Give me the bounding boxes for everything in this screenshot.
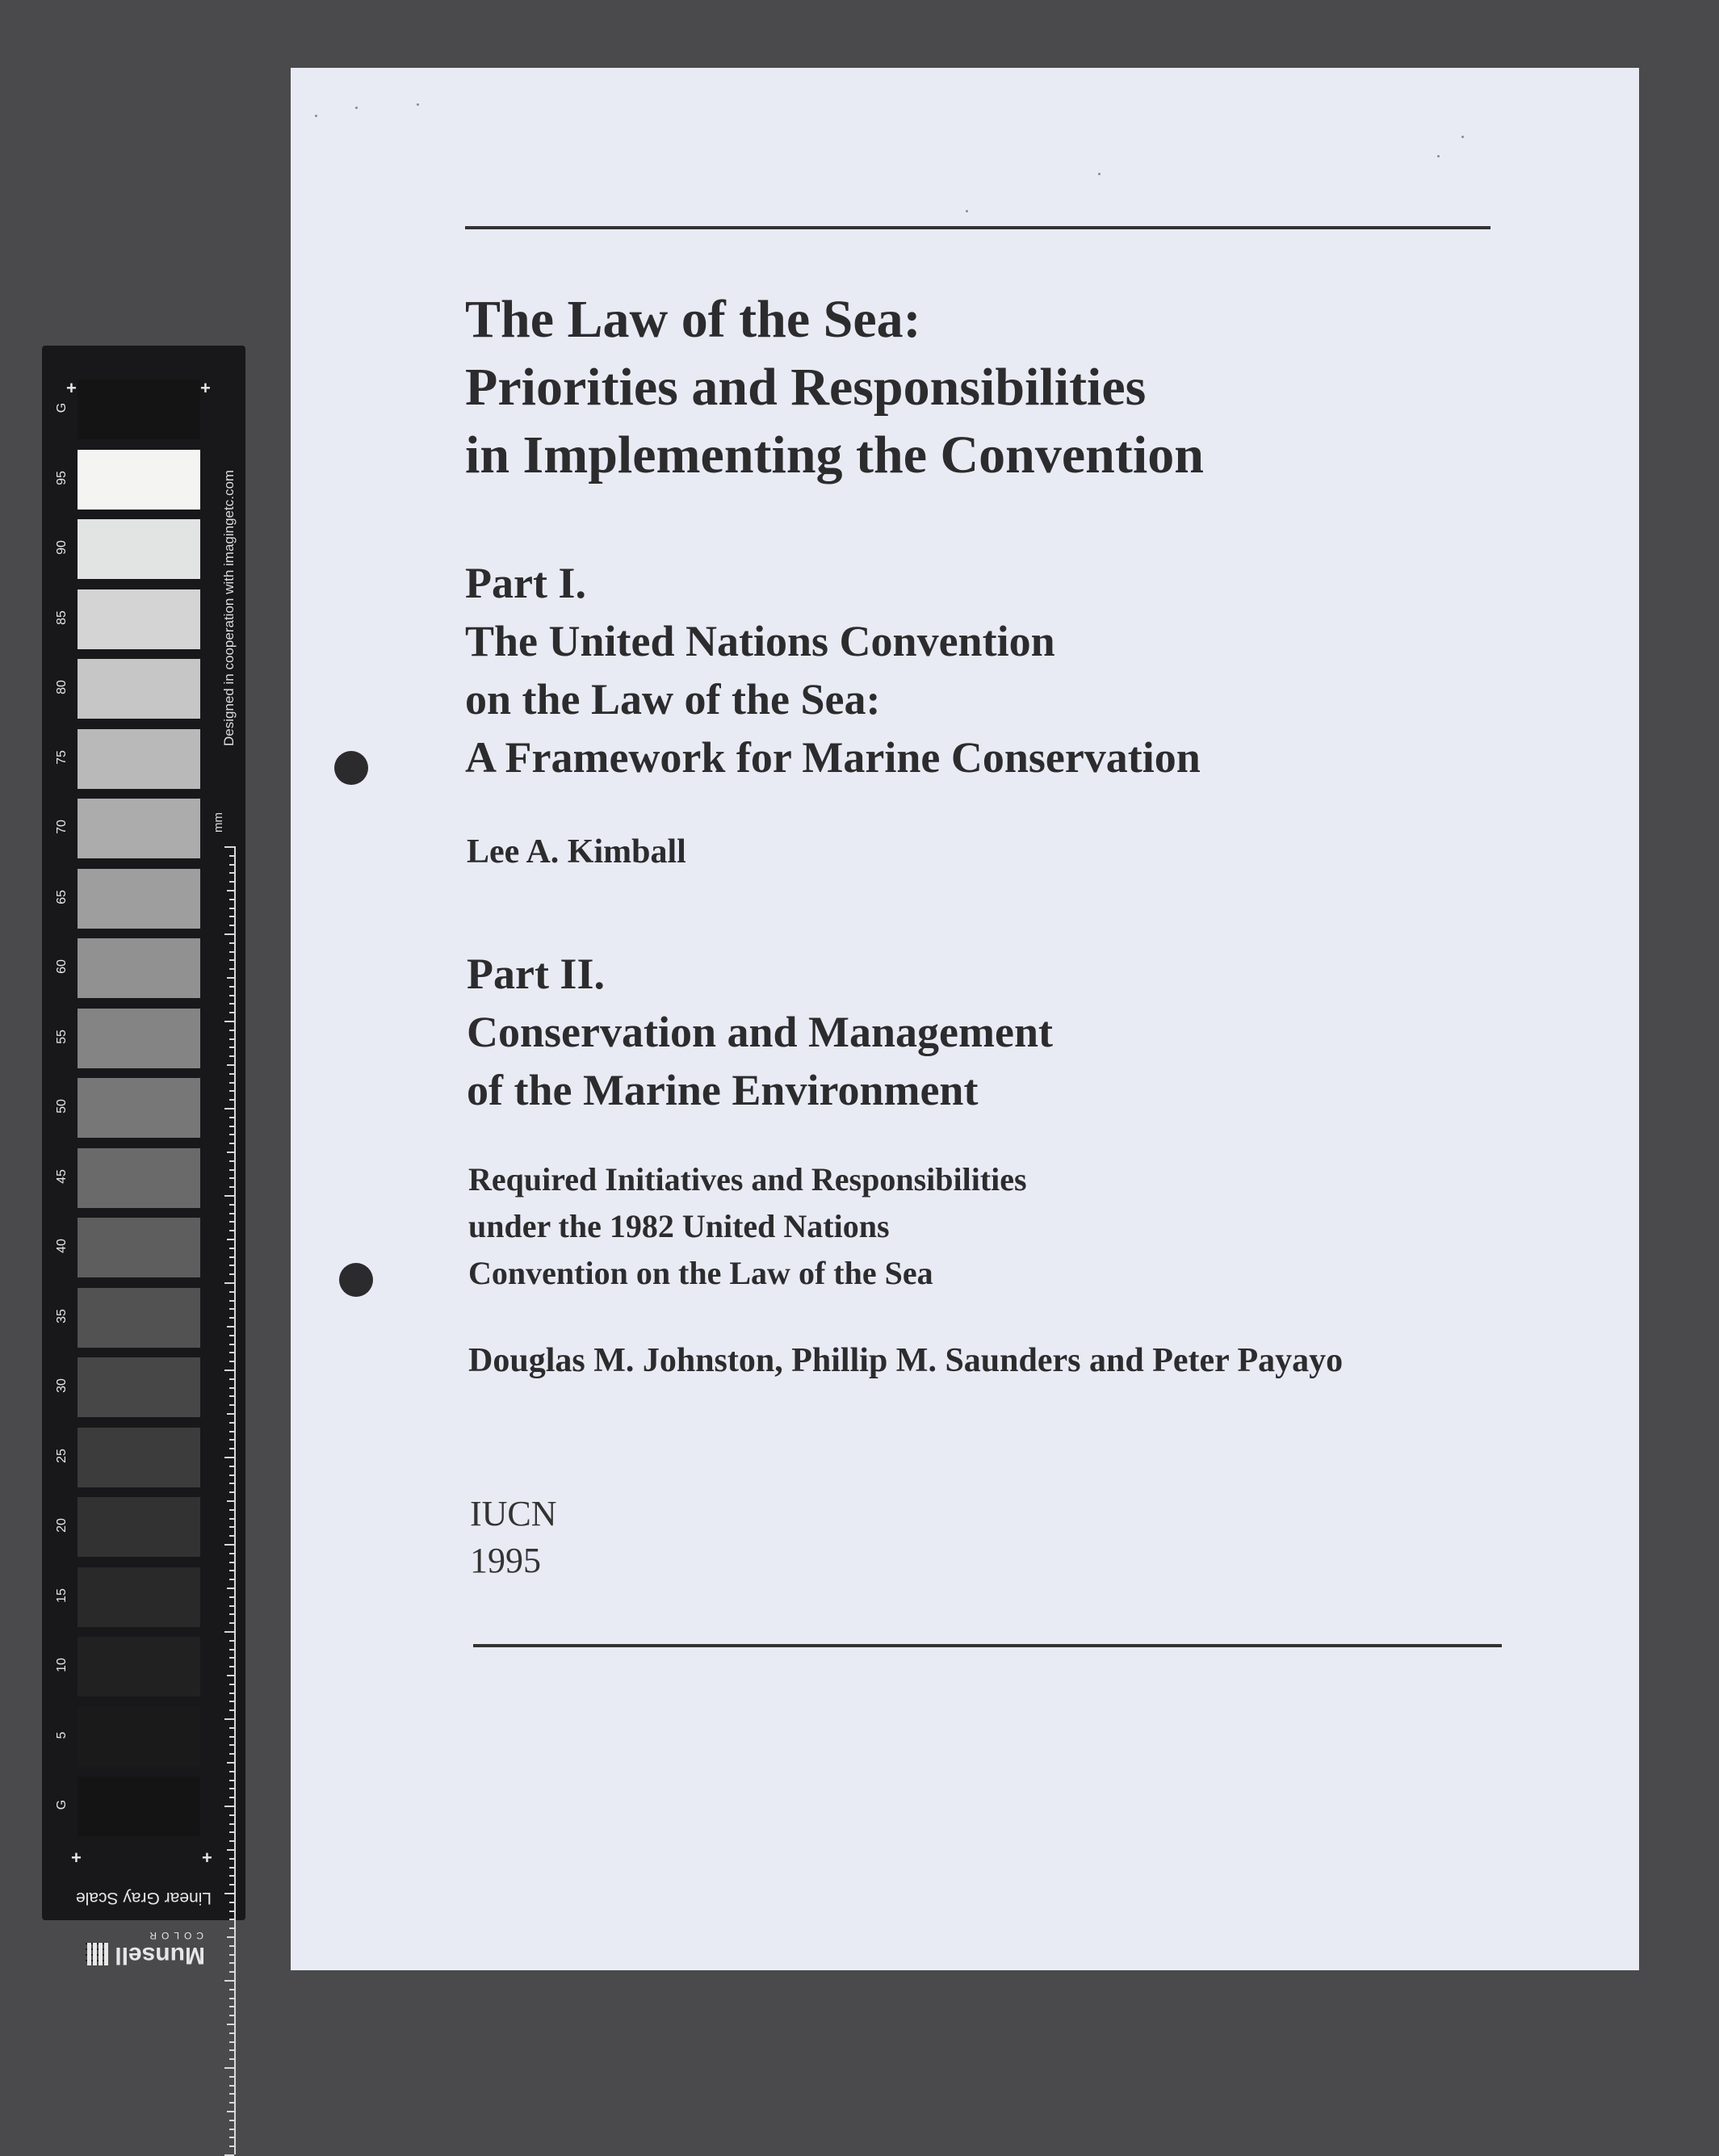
- ruler-tick: [227, 977, 234, 979]
- ruler-tick: [224, 1980, 234, 1982]
- ruler-tick: [229, 1780, 234, 1781]
- ruler-tick: [229, 1570, 234, 1571]
- ruler-tick: [229, 1727, 234, 1729]
- ruler-tick: [229, 1771, 234, 1772]
- ruler-tick: [229, 1831, 234, 1833]
- ruler-tick: [227, 1675, 234, 1676]
- registration-mark: +: [200, 378, 211, 398]
- ruler-tick: [229, 1387, 234, 1389]
- ruler-tick: [229, 855, 234, 857]
- ruler-tick: [229, 1160, 234, 1162]
- publisher: IUCN: [470, 1494, 557, 1533]
- patch-label: 70: [55, 820, 69, 834]
- registration-mark: +: [71, 1848, 82, 1868]
- ruler-tick: [229, 2015, 234, 2016]
- ruler-tick: [229, 1038, 234, 1040]
- ruler-tick: [229, 1640, 234, 1642]
- ruler-tick: [229, 1047, 234, 1048]
- ruler-tick: [229, 986, 234, 988]
- ruler-tick: [229, 1562, 234, 1563]
- ruler-tick: [227, 1239, 234, 1240]
- part2-authors: Douglas M. Johnston, Phillip M. Saunders and Peter Payayo: [468, 1342, 1344, 1379]
- ruler-tick: [224, 846, 234, 848]
- ruler-tick: [229, 1884, 234, 1885]
- ruler-tick: [229, 1657, 234, 1659]
- ruler-tick: [224, 1195, 234, 1197]
- gray-patch: [78, 1009, 200, 1068]
- gray-patch: [78, 869, 200, 929]
- patch-label: 95: [55, 470, 69, 485]
- ruler-tick: [229, 1030, 234, 1031]
- ruler-tick: [229, 942, 234, 944]
- gray-patch: [78, 1497, 200, 1557]
- ruler-tick: [229, 1867, 234, 1869]
- punch-hole: [334, 751, 368, 785]
- ruler-tick: [227, 1849, 234, 1851]
- ruler-tick: [229, 1998, 234, 1999]
- designed-credit: Designed in cooperation with imagingetc.com: [221, 469, 237, 746]
- ruler-tick: [229, 899, 234, 900]
- ruler-tick: [227, 2024, 234, 2025]
- ruler-tick: [229, 2137, 234, 2138]
- ruler-tick: [229, 1526, 234, 1528]
- ruler-tick: [229, 1483, 234, 1484]
- ruler-tick: [229, 1701, 234, 1702]
- ruler-tick: [229, 1431, 234, 1432]
- part2-heading: Part II.: [467, 950, 605, 998]
- main-title-line: Priorities and Responsibilities: [465, 358, 1147, 417]
- ruler-tick: [229, 872, 234, 874]
- patch-label: 30: [55, 1378, 69, 1393]
- ruler-tick: [229, 2085, 234, 2087]
- ruler-tick: [229, 1858, 234, 1860]
- part2-block: [467, 945, 1053, 1119]
- ruler-tick: [227, 1588, 234, 1589]
- ruler-tick: [229, 1649, 234, 1651]
- ruler-tick: [229, 2032, 234, 2034]
- ruler-tick: [229, 1814, 234, 1816]
- ruler-tick: [229, 1221, 234, 1223]
- ruler-tick: [224, 1282, 234, 1284]
- ruler-tick: [229, 1684, 234, 1685]
- ruler-tick: [229, 1099, 234, 1101]
- ruler-tick: [224, 1718, 234, 1720]
- millimeter-ruler: [226, 846, 237, 2154]
- ruler-tick: [229, 1248, 234, 1249]
- top-rule: [465, 226, 1490, 229]
- ruler-tick: [229, 1073, 234, 1075]
- ruler-tick: [227, 1326, 234, 1328]
- gray-patch: [78, 450, 200, 510]
- ruler-tick: [229, 1404, 234, 1406]
- ruler-tick: [227, 1151, 234, 1153]
- main-title-line: in Implementing the Convention: [465, 426, 1204, 484]
- ruler-tick: [229, 1823, 234, 1825]
- patch-label: 40: [55, 1239, 69, 1253]
- ruler-tick: [229, 1518, 234, 1520]
- gray-patch: [78, 1357, 200, 1417]
- ruler-tick: [227, 1413, 234, 1415]
- part1-author: Lee A. Kimball: [467, 833, 686, 870]
- ruler-tick: [229, 1491, 234, 1493]
- ruler-tick: [229, 1117, 234, 1118]
- ruler-tick: [227, 1064, 234, 1066]
- ruler-tick: [229, 1971, 234, 1973]
- ruler-tick: [229, 1143, 234, 1144]
- gray-patch: [78, 1428, 200, 1487]
- ruler-tick: [229, 995, 234, 996]
- ruler-tick: [229, 864, 234, 866]
- ruler-tick: [229, 1378, 234, 1380]
- patch-label: G: [55, 402, 69, 413]
- part2-title-line: of the Marine Environment: [467, 1066, 979, 1114]
- patch-label: 35: [55, 1308, 69, 1323]
- ruler-tick: [229, 1317, 234, 1319]
- part2-subtitle-line: Required Initiatives and Responsibilities: [468, 1161, 1027, 1198]
- ruler-tick: [229, 1509, 234, 1511]
- ruler-tick: [229, 1186, 234, 1188]
- ruler-tick: [227, 890, 234, 891]
- ruler-tick: [229, 1962, 234, 1964]
- ruler-tick: [229, 2049, 234, 2051]
- gray-patch: [78, 1288, 200, 1348]
- punch-hole: [339, 1263, 373, 1297]
- ruler-tick: [224, 1370, 234, 1371]
- patch-label: 55: [55, 1029, 69, 1044]
- registration-mark: +: [202, 1848, 212, 1868]
- gray-patch: [78, 589, 200, 649]
- part1-block: [465, 554, 1201, 786]
- ruler-tick: [229, 1902, 234, 1903]
- ruler-tick: [229, 1911, 234, 1912]
- part2-subtitle: [468, 1156, 1027, 1297]
- munsell-logo: [84, 1928, 205, 1969]
- ruler-tick: [229, 1265, 234, 1266]
- gray-patch: [78, 1078, 200, 1138]
- ruler-tick: [224, 1631, 234, 1633]
- gray-patch: [78, 729, 200, 789]
- ruler-tick: [229, 1613, 234, 1615]
- ruler-tick: [229, 1753, 234, 1755]
- ruler-tick: [229, 2146, 234, 2147]
- patch-label: 5: [55, 1731, 69, 1739]
- gray-patch: [78, 799, 200, 858]
- gray-patch: [78, 1218, 200, 1277]
- patch-label: 85: [55, 610, 69, 625]
- gray-patch: [78, 1707, 200, 1767]
- patch-label: 50: [55, 1099, 69, 1114]
- ruler-tick: [229, 1945, 234, 1947]
- ruler-tick: [229, 1788, 234, 1789]
- ruler-tick: [229, 1797, 234, 1798]
- patch-label: 10: [55, 1658, 69, 1672]
- ruler-tick: [229, 1395, 234, 1397]
- gray-patch: [78, 1148, 200, 1208]
- gray-patch: [78, 938, 200, 998]
- ruler-tick: [229, 916, 234, 917]
- ruler-tick: [229, 2076, 234, 2078]
- ruler-tick: [224, 1806, 234, 1807]
- gray-patch: [78, 380, 200, 439]
- ruler-tick: [224, 2067, 234, 2069]
- ruler-tick: [229, 1466, 234, 1467]
- ruler-tick: [229, 1579, 234, 1580]
- ruler-tick: [229, 1273, 234, 1275]
- ruler-tick: [227, 1500, 234, 1502]
- patch-label: 45: [55, 1168, 69, 1184]
- ruler-tick: [229, 1169, 234, 1171]
- ruler-tick: [229, 1361, 234, 1362]
- ruler-tick: [224, 1893, 234, 1894]
- mm-label: mm: [212, 812, 225, 833]
- patch-label: 90: [55, 540, 69, 555]
- ruler-tick: [229, 1840, 234, 1842]
- grid-icon: [86, 1943, 108, 1965]
- ruler-tick: [229, 1335, 234, 1336]
- patch-label: 75: [55, 749, 69, 765]
- ruler-tick: [224, 1108, 234, 1109]
- ruler-tick: [229, 2041, 234, 2043]
- ruler-tick: [227, 1936, 234, 1938]
- brand-sub: COLOR: [145, 1930, 203, 1941]
- part2-subtitle-line: under the 1982 United Nations: [468, 1208, 890, 1244]
- ruler-tick: [229, 881, 234, 883]
- ruler-tick: [229, 1448, 234, 1449]
- ruler-tick: [229, 959, 234, 961]
- ruler-tick: [229, 1666, 234, 1667]
- ruler-tick: [229, 1596, 234, 1598]
- ruler-tick: [229, 1744, 234, 1746]
- part1-title-line: on the Law of the Sea:: [465, 675, 881, 724]
- main-title: [465, 286, 1204, 489]
- patch-label: 80: [55, 680, 69, 694]
- patch-label: 20: [55, 1518, 69, 1533]
- ruler-tick: [229, 2058, 234, 2060]
- gray-patch: [78, 1637, 200, 1697]
- ruler-tick: [229, 1003, 234, 1005]
- ruler-tick: [229, 1204, 234, 1206]
- ruler-tick: [229, 1090, 234, 1092]
- ruler-tick: [229, 2129, 234, 2130]
- ruler-tick: [229, 1927, 234, 1929]
- ruler-tick: [227, 2111, 234, 2112]
- ruler-tick: [229, 1352, 234, 1353]
- ruler-tick: [224, 1544, 234, 1546]
- ruler-tick: [229, 1422, 234, 1424]
- brand-name: Munsell: [115, 1942, 205, 1969]
- ruler-tick: [229, 951, 234, 953]
- ruler-tick: [229, 1213, 234, 1214]
- ruler-tick: [229, 1693, 234, 1694]
- gray-patch: [78, 659, 200, 719]
- ruler-tick: [229, 1344, 234, 1345]
- gray-patch: [78, 1776, 200, 1836]
- patch-label: 60: [55, 959, 69, 974]
- ruler-tick: [227, 1762, 234, 1764]
- ruler-tick: [229, 1875, 234, 1877]
- patch-label: 15: [55, 1588, 69, 1603]
- gray-patch: [78, 519, 200, 579]
- ruler-tick: [229, 1439, 234, 1441]
- gray-scale-card: [42, 346, 245, 1969]
- ruler-tick: [229, 1126, 234, 1127]
- registration-mark: +: [66, 378, 77, 398]
- part1-title-line: A Framework for Marine Conservation: [465, 733, 1201, 782]
- ruler-tick: [229, 1709, 234, 1711]
- publication-year: 1995: [470, 1541, 541, 1580]
- ruler-tick: [229, 1736, 234, 1738]
- part2-subtitle-line: Convention on the Law of the Sea: [468, 1255, 933, 1291]
- ruler-tick: [229, 1055, 234, 1057]
- ruler-tick: [229, 1605, 234, 1607]
- title-page: [291, 68, 1639, 1970]
- ruler-tick: [229, 1291, 234, 1293]
- patch-label: G: [55, 1799, 69, 1810]
- ruler-tick: [229, 1082, 234, 1084]
- main-title-line: The Law of the Sea:: [465, 290, 921, 349]
- ruler-tick: [229, 1012, 234, 1013]
- ruler-tick: [229, 1919, 234, 1920]
- part1-heading: Part I.: [465, 559, 586, 607]
- ruler-tick: [229, 1989, 234, 1990]
- ruler-tick: [229, 2006, 234, 2007]
- ruler-tick: [229, 1308, 234, 1310]
- ruler-tick: [229, 1177, 234, 1179]
- ruler-tick: [229, 968, 234, 970]
- ruler-tick: [229, 1622, 234, 1624]
- patch-label: 25: [55, 1448, 69, 1463]
- ruler-tick: [229, 1300, 234, 1302]
- ruler-tick: [229, 1134, 234, 1135]
- ruler-tick: [224, 1021, 234, 1022]
- scale-name: Linear Gray Scale: [75, 1889, 212, 1907]
- bottom-rule: [473, 1644, 1502, 1647]
- ruler-tick: [229, 925, 234, 926]
- part2-title-line: Conservation and Management: [467, 1008, 1053, 1056]
- gray-patch: [78, 1567, 200, 1627]
- ruler-tick: [229, 1474, 234, 1476]
- ruler-tick: [229, 908, 234, 909]
- ruler-tick: [224, 1457, 234, 1458]
- ruler-tick: [229, 1230, 234, 1231]
- ruler-tick: [229, 1954, 234, 1956]
- ruler-tick: [229, 1535, 234, 1537]
- ruler-tick: [229, 2120, 234, 2121]
- ruler-tick: [229, 1553, 234, 1554]
- ruler-tick: [229, 2093, 234, 2095]
- ruler-tick: [224, 933, 234, 935]
- patch-label: 65: [55, 889, 69, 904]
- ruler-tick: [229, 2102, 234, 2104]
- ruler-tick: [229, 1256, 234, 1258]
- part1-title-line: The United Nations Convention: [465, 617, 1055, 665]
